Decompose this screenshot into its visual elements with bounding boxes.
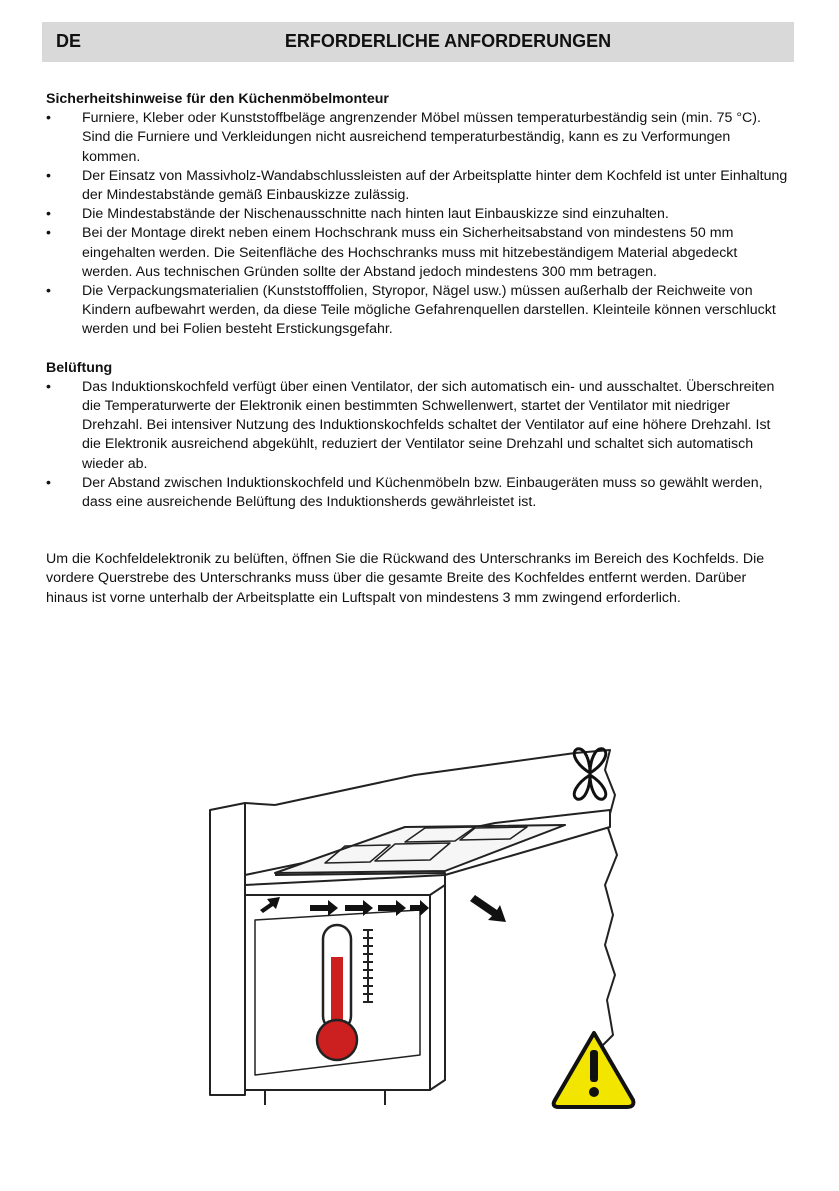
safety-section-title: Sicherheitshinweise für den Küchenmöbelmonteur <box>46 91 389 107</box>
list-item-text: Das Induktionskochfeld verfügt über einen Ventilator, der sich automatisch ein- und ausschaltet. Überschreiten die Temperaturwerte der Elektronik einen bestimmten Schwellenwert, startet der Ventilator mit niedriger Drehzahl. Bei intensiver Nutzung des Induktionskochfelds schaltet der Ventilator auf eine höhere Drehzahl. Ist die Elektronik ausreichend abgekühlt, reduziert der Ventilator seine Drehzahl und schaltet sich automatisch wieder ab. <box>82 378 775 472</box>
spacer <box>46 340 791 359</box>
bullet: • <box>46 110 51 127</box>
bullet: • <box>46 283 51 300</box>
list-item-text: Die Mindestabstände der Nischenausschnitte nach hinten laut Einbauskizze sind einzuhalten. <box>82 206 669 223</box>
fan-icon <box>574 749 606 799</box>
list-item-text: Bei der Montage direkt neben einem Hochschrank muss ein Sicherheitsabstand von mindestens 50 mm eingehalten werden. Die Seitenfläche des Hochschranks muss mit hitzebeständigem Material abgedeckt werden. Aus technischen Gründen sollte der Abstand jedoch mindestens 300 mm betragen. <box>82 225 738 280</box>
page-header <box>42 22 794 62</box>
list-item <box>46 205 791 224</box>
list-item <box>46 378 791 474</box>
list-item <box>46 109 791 167</box>
cabinet-drawing <box>205 745 645 1115</box>
document-body <box>46 90 791 608</box>
warning-icon <box>554 1033 634 1107</box>
installation-illustration <box>205 745 645 1115</box>
list-item <box>46 282 791 340</box>
list-item <box>46 167 791 205</box>
tall-cabinet <box>210 803 245 1095</box>
list-item-text: Der Abstand zwischen Induktionskochfeld und Küchenmöbeln bzw. Einbaugeräten muss so gewählt werden, dass eine ausreichende Belüftung des Induktionsherds gewährleistet ist. <box>82 474 763 511</box>
list-item <box>46 224 791 282</box>
bullet: • <box>46 225 51 242</box>
safety-list <box>46 109 791 339</box>
list-item-text: Die Verpackungsmaterialien (Kunststofffolien, Styropor, Nägel usw.) müssen außerhalb der Reichweite von Kindern aufbewahrt werden, da diese Teile mögliche Gefahrenquellen darstellen. Kleinteile können verschluckt werden und bei Folien besteht Erstickungsgefahr. <box>82 283 776 338</box>
bullet: • <box>46 206 51 223</box>
spacer <box>46 512 791 550</box>
language-code: DE <box>56 31 82 51</box>
ventilation-paragraph: Um die Kochfeldelektronik zu belüften, öffnen Sie die Rückwand des Unterschranks im Bereich des Kochfelds. Die vordere Querstrebe des Unterschranks muss über die gesamte Breite des Kochfeldes entfernt werden. Darüber hinaus ist vorne unterhalb der Arbeitsplatte ein Luftspalt von mindestens 3 mm zwingend erforderlich. <box>46 551 765 606</box>
page-title: ERFORDERLICHE ANFORDERUNGEN <box>284 31 612 51</box>
list-item <box>46 474 791 512</box>
list-item-text: Der Einsatz von Massivholz-Wandabschlussleisten auf der Arbeitsplatte hinter dem Kochfeld ist unter Einhaltung der Mindestabstände gemäß Einbauskizze zulässig. <box>82 167 788 204</box>
bullet: • <box>46 167 51 184</box>
ventilation-list <box>46 378 791 512</box>
bullet: • <box>46 378 51 395</box>
bullet: • <box>46 474 51 491</box>
thermometer-icon <box>317 925 373 1060</box>
ventilation-section-title: Belüftung <box>46 359 113 376</box>
list-item-text: Furniere, Kleber oder Kunststoffbeläge angrenzender Möbel müssen temperaturbeständig sein (min. 75 °C). Sind die Furniere und Verkleidungen nicht ausreichend temperaturbeständig, kann es zu Verformungen kommen. <box>82 110 761 165</box>
